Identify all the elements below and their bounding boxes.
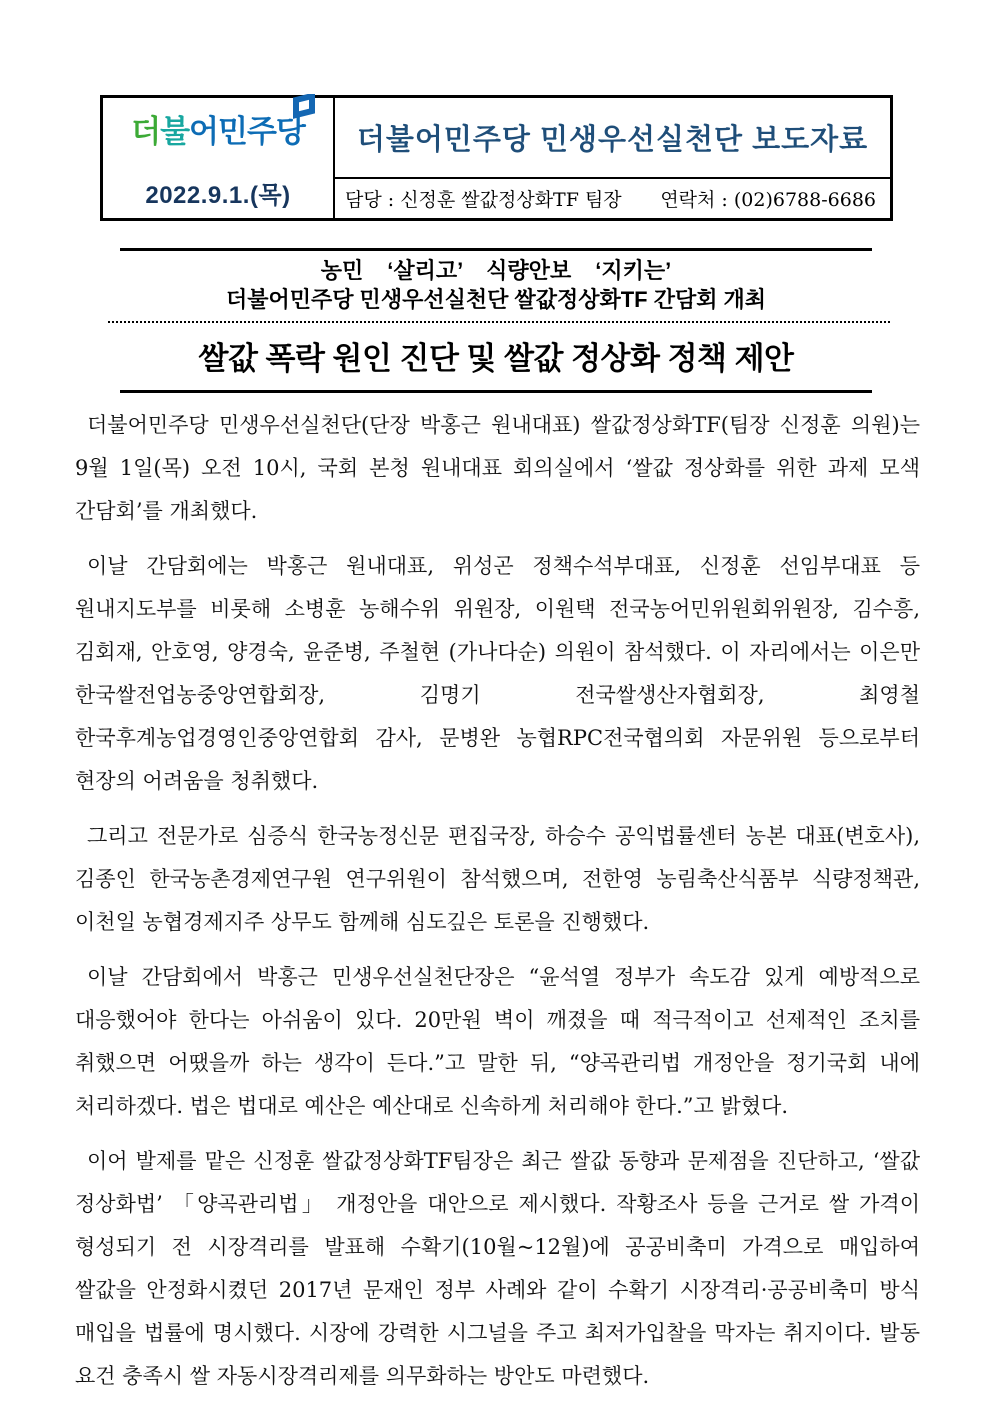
party-logo-text [131,114,305,149]
paragraph-2: 이날 간담회에는 박홍근 원내대표, 위성곤 정책수석부대표, 신정훈 선임부대표 등 원내지도부를 비롯해 소병훈 농해수위 위원장, 이원택 전국농어민위원회위원장, 김수흥, 김회재, 안호영, 양경숙, 윤준병, 주철현 (가나다순) 의원이 참석했다. 이 자리에서는 이은만 한국쌀전업농중앙연합회장, 김명기 전국쌀생산자협회장, 최영철 한국후계농업경영인중앙연합회 감사, 문병완 농협RPC전국협의회 자문위원 등으로부터 현장의 어려움을 청취했다. [75,554,920,793]
logo-part-1: 더 [131,114,161,149]
header-contact-cell [335,179,890,218]
header-logo-cell [103,98,335,218]
logo-part-2: 불 [160,114,190,149]
headline-subtitle-2: 더불어민주당 민생우선실천단 쌀값정상화TF 간담회 개최 [225,286,767,312]
contact-phone: 연락처 : (02)6788-6686 [660,189,876,211]
headline-subtitle-1: 농민 ‘살리고’ 식량안보 ‘지키는’ [320,258,672,283]
party-flag-icon [291,94,317,120]
release-date: 2022.9.1.(목) [145,182,291,209]
contact-person: 담당 : 신정훈 쌀값정상화TF 팀장 [345,189,622,211]
headline-main-title: 쌀값 폭락 원인 진단 및 쌀값 정상화 정책 제안 [198,341,794,377]
header-table [100,95,893,221]
body-text [75,404,920,1403]
logo-part-3: 어민주당 [189,114,305,149]
paragraph-3: 그리고 전문가로 심증식 한국농정신문 편집국장, 하승수 공익법률센터 농본 대표(변호사), 김종인 한국농촌경제연구원 연구위원이 참석했으며, 전한영 농림축산식품부 식량정책관, 이천일 농협경제지주 상무도 함께해 심도깊은 토론을 진행했다. [75,824,920,934]
header-right-cells [335,98,890,218]
paragraph-5: 이어 발제를 맡은 신정훈 쌀값정상화TF팀장은 최근 쌀값 동향과 문제점을 진단하고, ‘쌀값 정상화법’ 「양곡관리법」 개정안을 대안으로 제시했다. 작황조사 등을 근거로 쌀 가격이 형성되기 전 시장격리를 발표해 수확기(10월~12월)에 공공비축미 가격으로 매입하여 쌀값을 안정화시켰던 2017년 문재인 정부 사례와 같이 수확기 시장격리·공공비축미 방식 매입을 법률에 명시했다. 시장에 강력한 시그널을 주고 최저가입찰을 막자는 취지이다. 발동 요건 충족시 쌀 자동시장격리제를 의무화하는 방안도 마련했다. [75,1149,920,1388]
press-release-title: 더불어민주당 민생우선실천단 보도자료 [356,124,869,156]
headline-block [120,248,872,393]
header-title-cell [335,98,890,179]
paragraph-1: 더불어민주당 민생우선실천단(단장 박홍근 원내대표) 쌀값정상화TF(팀장 신정훈 의원)는 9월 1일(목) 오전 10시, 국회 본청 원내대표 회의실에서 ‘쌀값 정상화를 위한 과제 모색 간담회’를 개최했다. [75,413,920,523]
paragraph-4: 이날 간담회에서 박홍근 민생우선실천단장은 “윤석열 정부가 속도감 있게 예방적으로 대응했어야 한다는 아쉬움이 있다. 20만원 벽이 깨졌을 때 적극적이고 선제적인 조치를 취했으면 어땠을까 하는 생각이 든다.”고 말한 뒤, “양곡관리법 개정안을 정기국회 내에 처리하겠다. 법은 법대로 예산은 예산대로 신속하게 처리해야 한다.”고 밝혔다. [75,965,920,1118]
party-logo [131,116,305,147]
